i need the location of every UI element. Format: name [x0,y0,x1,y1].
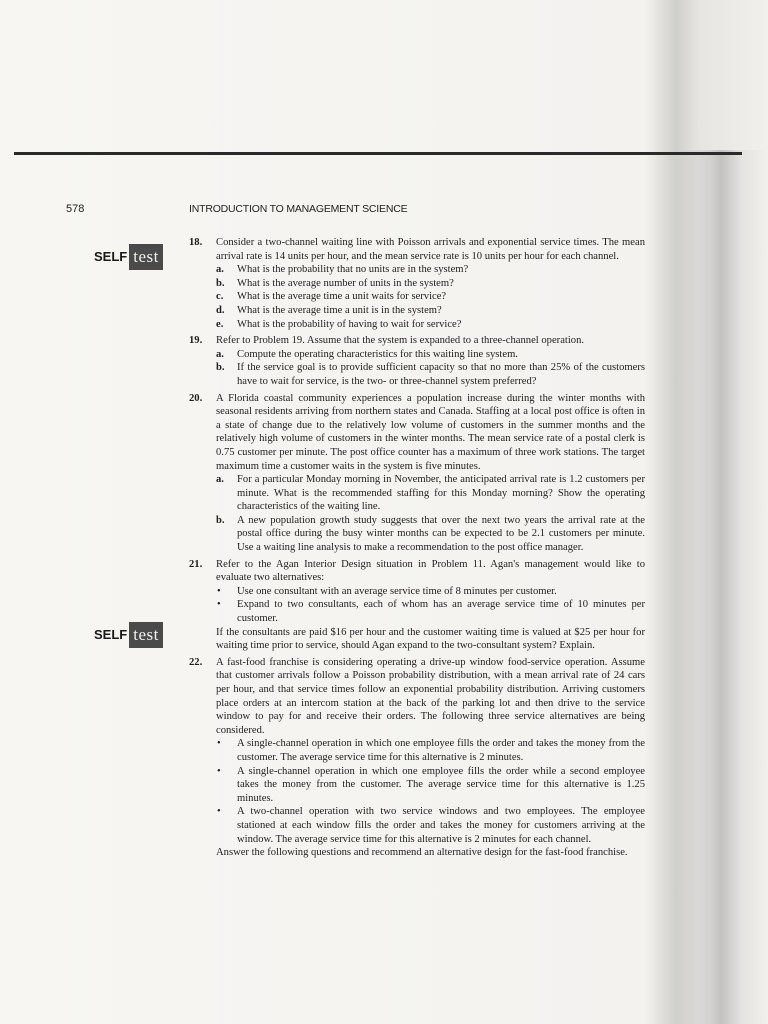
bullet-marker: • [217,585,221,597]
part-text: What is the probability of having to wait for service? [237,318,462,330]
part-text: A new population growth study suggests that over the next two years the arrival rate at the postal office during the busy winter months can be expected to be 2.1 customers per minute. Use a waiting line analysis to make a recommendation to the post office manager. [237,514,645,554]
part-label: b. [216,362,225,374]
part-label: c. [216,291,224,303]
bullet-text: Expand to two consultants, each of whom has an average service time of 10 minutes per customer. [237,599,645,625]
test-label: test [129,622,163,648]
problem-part [216,290,645,304]
problem-followup-text: If the consultants are paid $16 per hour and the customer waiting time is valued at $25 per hour for waiting time prior to service, should Agan expand to the two-consultant system? Explain. [216,626,645,652]
bullet-marker: • [217,806,221,818]
bullet-item [216,737,645,764]
problem-part [216,348,645,362]
problem-bullets [216,737,645,846]
problem-20 [189,392,645,555]
problem-part [216,473,645,514]
page-number: 578 [66,203,85,215]
bullet-text: Use one consultant with an average service time of 8 minutes per customer. [237,585,557,597]
problem-number: 19. [189,335,203,347]
part-text: If the service goal is to provide sufficient capacity so that no more than 25% of the customers have to wait for service, is the two- or three-channel system preferred? [237,362,645,387]
problem-text: Consider a two-channel waiting line with Poisson arrivals and exponential service times. The mean arrival rate is 14 units per hour, and the mean service rate is 10 units per hour for each channel. [216,237,645,262]
part-label: d. [216,304,225,316]
part-label: b. [216,514,225,526]
problem-18 [189,236,645,331]
problem-text: A fast-food franchise is considering operating a drive-up window food-service operation. Assume that customer arrivals follow a Poisson probability distribution, with a mean arrival rate of 24 cars per hour, and that service times follow an exponential probability distribution. Arriving customers place orders at an intercom station at the back of the parking lot and then drive to the service window to pay for and receive their orders. The following three service alternatives are being considered. [216,656,645,736]
problem-part [216,277,645,291]
self-test-badge [94,244,163,270]
problem-number: 21. [189,558,203,570]
bullet-item [216,598,645,625]
bullet-item [216,765,645,806]
self-test-badge [94,622,163,648]
problem-parts [216,473,645,555]
bullet-text: A single-channel operation in which one employee fills the order while a second employee takes the money from the customer. The average service time for this alternative is 1.25 minutes. [237,765,645,804]
bullet-marker: • [217,765,221,777]
problem-number: 18. [189,237,203,248]
part-label: a. [216,264,224,276]
problem-21 [189,558,645,653]
part-text: What is the probability that no units are in the system? [237,264,469,276]
bullet-marker: • [217,599,221,611]
problem-number: 20. [189,392,203,404]
part-label: b. [216,277,225,289]
part-label: e. [216,318,224,330]
part-text: What is the average time a unit is in the system? [237,304,442,316]
bullet-item [216,805,645,846]
bullet-text: A two-channel operation with two service windows and two employees. The employee stationed at each window fills the order and takes the money for customers arriving at the window. The average service time for this alternative is 2 minutes for each channel. [237,806,645,845]
scan-shadow [678,150,768,1024]
problem-followup-text: Answer the following questions and recommend an alternative design for the fast-food franchise. [216,847,628,859]
part-text: For a particular Monday morning in November, the anticipated arrival rate is 1.2 customers per minute. What is the recommended staffing for this Monday morning? Show the operating characteristics of the waiting line. [237,474,645,513]
problem-part [216,318,645,332]
self-label: SELF [94,249,128,264]
problem-part [216,263,645,277]
problem-text: Refer to Problem 19. Assume that the system is expanded to a three-channel operation. [216,335,585,347]
self-label: SELF [94,627,128,642]
part-label: a. [216,348,224,360]
problem-parts [216,348,645,389]
header-rule [14,152,742,155]
part-text: Compute the operating characteristics for this waiting line system. [237,348,518,360]
problem-bullets [216,585,645,626]
problem-text: Refer to the Agan Interior Design situation in Problem 11. Agan's management would like to evaluate two alternatives: [216,558,645,584]
problem-part [216,304,645,318]
problem-number: 22. [189,656,203,668]
running-head: INTRODUCTION TO MANAGEMENT SCIENCE [189,203,408,215]
part-text: What is the average time a unit waits for service? [237,291,447,303]
part-label: a. [216,474,224,486]
problem-text: A Florida coastal community experiences a population increase during the winter months with seasonal residents arriving from northern states and Canada. Staffing at a local post office is often in a state of change due to the relatively low volume of customers in the summer months and the relatively high volume of customers in the winter months. The mean service rate of a postal clerk is 0.75 customer per minute. The post office counter has a maximum of three work stations. The target maximum time a customer waits in the system is five minutes. [216,392,645,472]
bullet-text: A single-channel operation in which one employee fills the order and takes the money from the customer. The average service time for this alternative is 2 minutes. [237,738,645,763]
bullet-marker: • [217,738,221,750]
part-text: What is the average number of units in the system? [237,277,454,289]
problem-22 [189,656,645,860]
problem-19 [189,334,645,388]
problem-part [216,361,645,388]
problem-parts [216,263,645,331]
problem-part [216,514,645,555]
bullet-item [216,585,645,599]
test-label: test [129,244,163,270]
problem-list [189,236,645,863]
